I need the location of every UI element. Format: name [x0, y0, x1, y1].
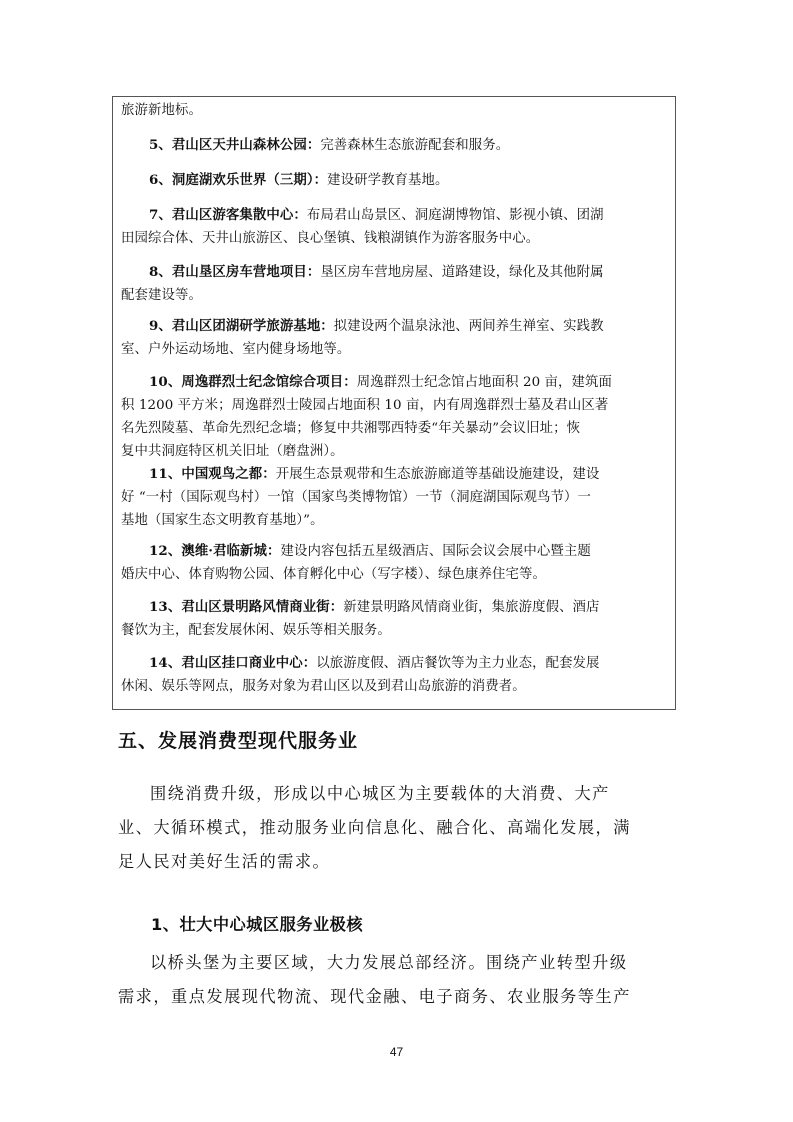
item-title: 6、洞庭湖欢乐世界（三期）： [149, 172, 328, 188]
page-number: 47 [389, 1045, 404, 1059]
list-item-13-cont [113, 619, 675, 642]
item-line: 完善森林生态旅游配套和服务。 [320, 138, 510, 153]
item-title: 7、君山区游客集散中心： [149, 207, 307, 223]
list-item-12-cont [113, 563, 675, 586]
item-line: 拟建设两个温泉泳池、两间养生禅室、实践教 [333, 319, 604, 334]
item-line: 婚庆中心、体育购物公园、体育孵化中心（写字楼）、绿色康养住宅等。 [121, 567, 546, 582]
list-item-13 [113, 596, 675, 619]
list-item-10-cont [113, 394, 675, 463]
list-item-9 [113, 315, 675, 338]
paragraph-line: 以桥头堡为主要区域，大力发展总部经济。围绕产业转型升级 [150, 953, 628, 972]
item-title: 9、君山区团湖研学旅游基地： [149, 318, 334, 334]
list-item-10 [113, 371, 675, 394]
item-title: 13、君山区景明路风情商业街： [149, 599, 344, 615]
item-line: 布局君山岛景区、洞庭湖博物馆、影视小镇、团湖 [306, 208, 604, 223]
item-title: 5、君山区天井山森林公园： [149, 137, 321, 153]
item-line: 休闲、娱乐等网点，服务对象为君山区以及到君山岛旅游的消费者。 [121, 679, 526, 694]
list-item-14-cont [113, 675, 675, 698]
item-line: 垦区房车营地房屋、道路建设，绿化及其他附属 [320, 265, 604, 280]
item-line: 餐饮为主，配套发展休闲、娱乐等相关服务。 [121, 623, 391, 638]
list-item-7-cont [113, 227, 675, 250]
list-item-7 [113, 204, 675, 227]
list-item-5 [113, 134, 675, 157]
item-line: 建设研学教育基地。 [327, 173, 449, 188]
list-item-12 [113, 540, 675, 563]
item-line: 积 1200 平方米；周逸群烈士陵园占地面积 10 亩，内有周逸群烈士墓及君山区著 [121, 398, 609, 413]
item-line: 新建景明路风情商业街，集旅游度假、酒店 [343, 600, 600, 615]
paragraph-line: 足人民对美好生活的需求。 [118, 852, 331, 871]
item-line: 以旅游度假、酒店餐饮等为主力业态，配套发展 [316, 656, 600, 671]
item-line: 配套建设等。 [121, 288, 202, 303]
subsection-paragraph [118, 946, 676, 1014]
item-line: 建设内容包括五星级酒店、国际会议会展中心暨主题 [280, 544, 591, 559]
item-line: 开展生态景观带和生态旅游廊道等基础设施建设，建设 [275, 467, 600, 482]
item-line: 室、户外运动场地、室内健身场地等。 [121, 342, 351, 357]
item-title: 8、君山垦区房车营地项目： [149, 264, 321, 280]
item-line: 好 “一村（国际观鸟村）一馆（国家鸟类博物馆）一节（洞庭湖国际观鸟节）一 [121, 490, 591, 505]
paragraph-line: 业、大循环模式，推动服务业向信息化、融合化、高端化发展，满 [118, 818, 631, 837]
item-title: 10、周逸群烈士纪念馆综合项目： [149, 374, 357, 390]
list-item-6 [113, 169, 675, 192]
list-item-9-cont [113, 338, 675, 361]
item-line: 周逸群烈士纪念馆占地面积 20 亩，建筑面 [356, 375, 612, 390]
item-line: 名先烈陵墓、革命先烈纪念墙；修复中共湘鄂西特委“年关暴动”会议旧址；恢 [121, 421, 581, 436]
list-item-8-cont [113, 284, 675, 307]
continuation-line: 旅游新地标。 [121, 103, 202, 118]
item-line: 基地（国家生态文明教育基地）”。 [121, 513, 324, 528]
item-line: 复中共洞庭特区机关旧址（磨盘洲）。 [121, 444, 344, 459]
list-item-8 [113, 261, 675, 284]
list-item-11 [113, 463, 675, 486]
continuation-text [113, 99, 675, 122]
paragraph-line: 围绕消费升级，形成以中心城区为主要载体的大消费、大产 [150, 784, 610, 803]
subsection-heading: 1、壮大中心城区服务业极核 [151, 915, 364, 934]
paragraph-line: 需求，重点发展现代物流、现代金融、电子商务、农业服务等生产 [118, 987, 631, 1006]
list-item-11-cont [113, 486, 675, 532]
section-paragraph [118, 777, 676, 879]
list-item-14 [113, 652, 675, 675]
item-title: 14、君山区挂口商业中心： [149, 655, 317, 671]
item-line: 田园综合体、天井山旅游区、良心堡镇、钱粮湖镇作为游客服务中心。 [121, 231, 540, 246]
item-title: 11、中国观鸟之都： [149, 466, 276, 482]
section-heading: 五、发展消费型现代服务业 [118, 730, 359, 752]
project-list-box [112, 96, 676, 710]
item-title: 12、澳维·君临新城： [149, 543, 281, 559]
